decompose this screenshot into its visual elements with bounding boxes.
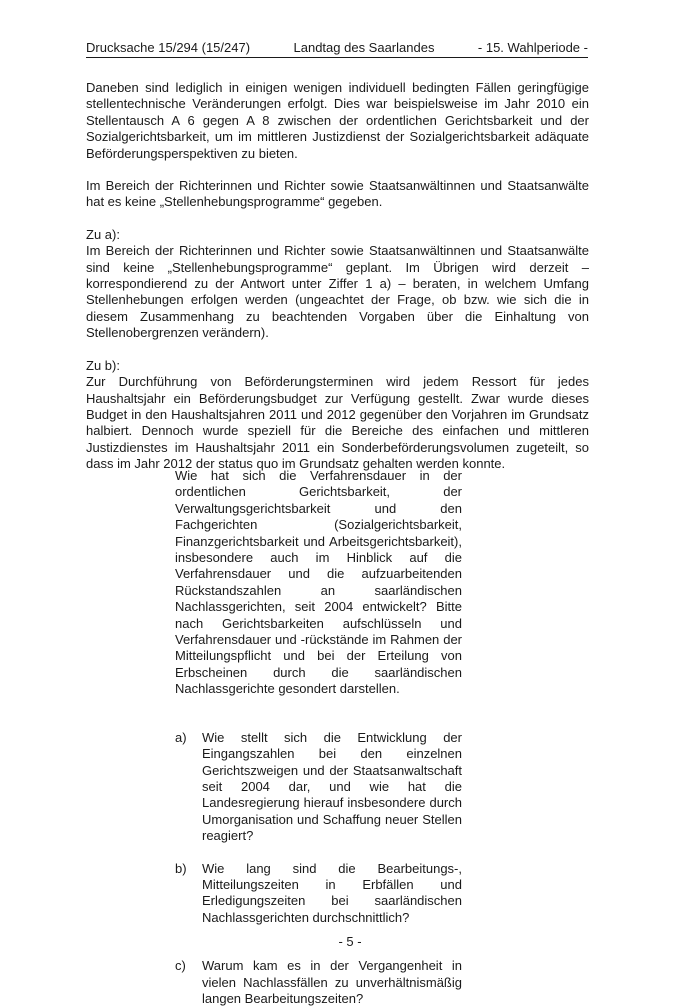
sub-question-a-text: Wie stellt sich die Entwicklung der Eingangszahlen bei den einzelnen Gerichtszweigen und der Staatsanwaltschaft seit 2004 dar, und wie hat die Landesregierung hierauf insbesondere durch Umorganisation und Schaffung neuer Stellen reagiert?: [202, 729, 462, 844]
sub-question-c-text: Warum kam es in der Vergangenheit in vielen Nachlassfällen zu unverhältnismäßig langen Bearbeitungszeiten?: [202, 958, 462, 1006]
question-intro: Wie hat sich die Verfahrensdauer in der ordentlichen Gerichtsbarkeit, der Verwaltungsgerichtsbarkeit und den Fachgerichten (Sozialgerichtsbarkeit, Finanzgerichtsbarkeit und Arbeitsgerichtsbarkeit), insbesondere auch im Hinblick auf die Verfahrensdauer und die aufzuarbeitenden Rückstandszahlen an saarländischen Nachlassgerichten, seit 2004 entwickelt? Bitte nach Gerichtsbarkeiten aufschlüsseln und Verfahrensdauer und -rückstände im Rahmen der Mitteilungspflicht und bei der Erteilung von Erbscheinen durch die saarländischen Nachlassgerichte gesondert darstellen.: [175, 468, 462, 697]
sub-question-b-text: Wie lang sind die Bearbeitungs-, Mitteilungszeiten in Erbfällen und Erledigungszeiten bei saarländischen Nachlassgerichten durchschnittlich?: [202, 860, 462, 925]
sub-question-c: [175, 958, 462, 1007]
zu-b-label: Zu b):: [86, 357, 120, 373]
legislative-period: - 15. Wahlperiode -: [477, 40, 588, 55]
answer-body: [86, 80, 589, 473]
document-number: Drucksache 15/294 (15/247): [86, 40, 251, 55]
question-block: [175, 468, 462, 1007]
paragraph-2: Im Bereich der Richterinnen und Richter sowie Staatsanwältinnen und Staatsanwälte hat es keine „Stellenhebungsprogramme“ gegeben.: [86, 178, 589, 210]
page-number: - 5 -: [338, 934, 362, 949]
sub-question-b-label: b): [175, 860, 187, 876]
sub-question-a: [175, 730, 462, 845]
zu-a-text: Im Bereich der Richterinnen und Richter sowie Staatsanwältinnen und Staatsanwälte sind keine „Stellenhebungsprogramme“ geplant. Im Übrigen wird derzeit – korrespondierend zu der Antwort unter Ziffer 1 a) – beraten, in welchem Umfang Stellenhebungen erfolgen werden (ungeachtet der Frage, ob bzw. wie sich die in diesem Zusammenhang zu beachtenden Vorgaben über die Einhaltung von Stellenobergrenzen verändern).: [86, 243, 589, 341]
paragraph-1: Daneben sind lediglich in einigen wenigen individuell bedingten Fällen geringfügige stellentechnische Veränderungen erfolgt. Dies war beispielsweise im Jahr 2010 ein Stellentausch A 6 gegen A 8 zwischen der ordentlichen Gerichtsbarkeit und der Sozialgerichtsbarkeit, um im mittleren Justizdienst der Sozialgerichtsbarkeit adäquate Beförderungsperspektiven zu bieten.: [86, 80, 589, 161]
zu-b-text: Zur Durchführung von Beförderungsterminen wird jedem Ressort für jedes Haushaltsjahr ein Beförderungsbudget zur Verfügung gestellt. Zwar wurde dieses Budget in den Haushaltsjahren 2011 und 2012 gegenüber den Vorjahren im Grundsatz halbiert. Dennoch wurde speziell für die Bereiche des einfachen und mittleren Justizdienstes im Haushaltsjahr 2011 ein Sonderbeförderungsvolumen zugeteilt, so dass im Jahr 2012 der status quo im Grundsatz gehalten werden konnte.: [86, 374, 589, 472]
zu-a-label: Zu a):: [86, 226, 120, 242]
page-header: [86, 40, 588, 58]
parliament-name: Landtag des Saarlandes: [293, 40, 435, 55]
sub-question-a-label: a): [175, 729, 187, 745]
sub-question-c-label: c): [175, 958, 186, 974]
sub-question-b: [175, 861, 462, 927]
